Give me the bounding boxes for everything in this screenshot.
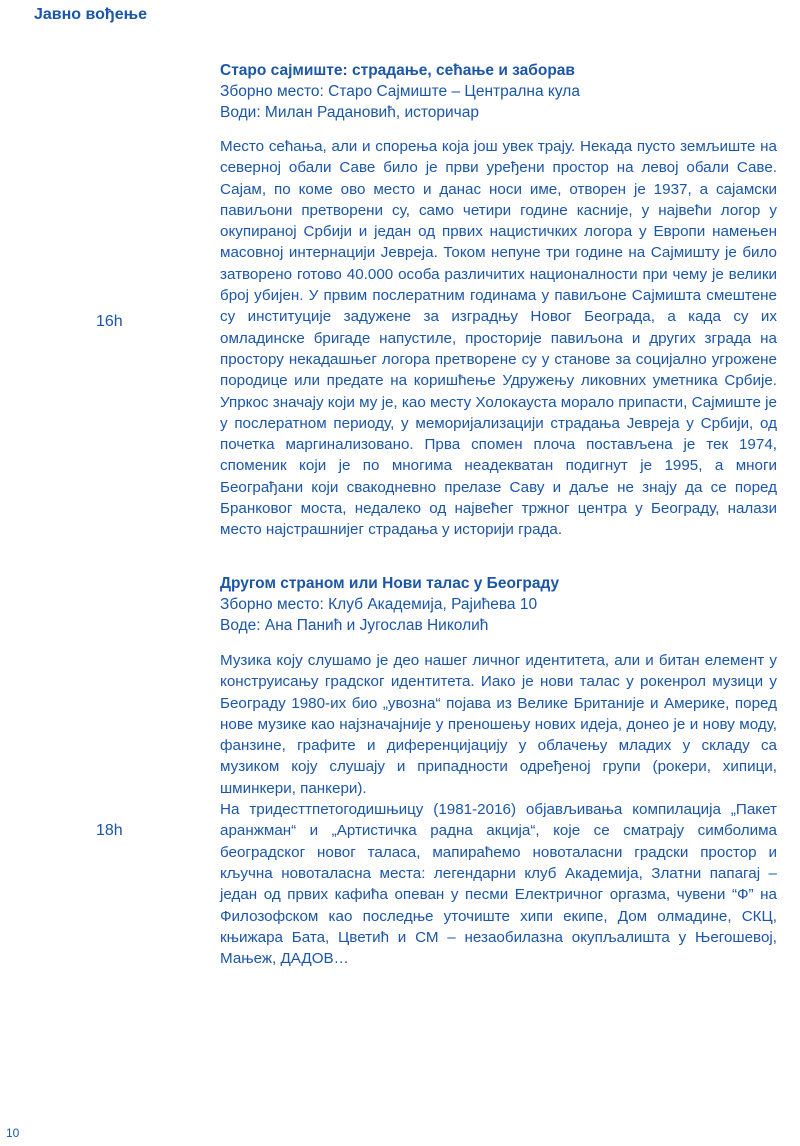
event-time: 16h bbox=[96, 313, 123, 330]
event-title: Старо сајмиште: страдање, сећање и заборав bbox=[220, 62, 575, 79]
event-content bbox=[220, 60, 777, 541]
event-title: Другом страном или Нови талас у Београду bbox=[220, 575, 560, 592]
event-meeting-point: Зборно место: Клуб Академија, Рајићева 10 bbox=[220, 596, 538, 613]
event-description: Музика коју слушамо је део нашег личног идентитета, али и битан елемент у конструисању градског идентитета. Иако је нови талас у рокенрол музици у Београду 1980-их био „увозна“ појава из Велике Британије и Америке, поред нове музике као најзначајније у преношењу нових идеја, донео је и нову моду, фанзине, графите и диференцијацију у облачењу младих у складу са музиком коју слушају и припадности одређеној групи (рокери, хипици, шминкери, панкери). bbox=[220, 652, 777, 797]
event-guides: Воде: Ана Панић и Југослав Николић bbox=[220, 617, 489, 634]
section-header: Јавно вођење bbox=[34, 6, 147, 23]
event-time: 18h bbox=[96, 822, 123, 839]
event-meeting-point: Зборно место: Старо Сајмиште – Централна кула bbox=[220, 83, 580, 100]
event-description: Место сећања, али и спорења која још увек трају. Некада пусто земљиште на северној обали Саве било је први уређени простор на левој обали Саве. Сајам, по коме ово место и данас носи име, отворен је 1937, а сајамски павиљони претворени су, само четири године касније, у највећи логор у окупираној Србији и један од првих нацистичких логора у Европи намењен масовној интернацији Јевреја. Током непуне три године на Сајмишту је било затворено готово 40.000 особа различитих националности при чему је велики број убијен. У првим послератним годинама у павиљоне Сајмишта смештене су институције задужене за изградњу Новог Београда, а када су их омладинске бригаде напустиле, просторије павиљона и других зграда на простору некадашњег логора претворене су у станове за социјално угрожене породице или предате на коришћење Удружењу ликовних уметника Србије. Упркос значају који му је, као месту Холокауста морало припасти, Сајмиште је у послератном периоду, у меморијализацији страдања Јевреја у Србији, од почетка маргинализовано. Прва спомен плоча постављена је тек 1974, споменик који је по многима неадекватан подигнут је 1995, а многи Београђани који свакодневно прелазе Саву и даље не знају да се поред Бранковог моста, недалеко од највећег тржног центра у Београду, налази место најстрашнијег страдања у историји града. bbox=[220, 138, 777, 539]
event-guides: Води: Милан Радановић, историчар bbox=[220, 104, 479, 121]
page-number: 10 bbox=[6, 1126, 20, 1140]
event-description: На тридесттпетогодишњицу (1981-2016) објављивања компилација „Пакет аранжман“ и „Артистичка радна акција“, које се сматрају симболима београдског новог таласа, мапираћемо новоталасни градски простор и кључна новоталасна места: легендарни клуб Академија, Златни папагај – један од првих кафића опеван у песми Електричног оргазма, чувени “Ф” на Филозофском као последње уточиште хипи екипе, Дом олмадине, СКЦ, књижара Бата, Цветић и СМ – незаобилазна окупљалишта у Његошевој, Мањеж, ДАДОВ… bbox=[220, 801, 777, 968]
event-content bbox=[220, 573, 777, 969]
